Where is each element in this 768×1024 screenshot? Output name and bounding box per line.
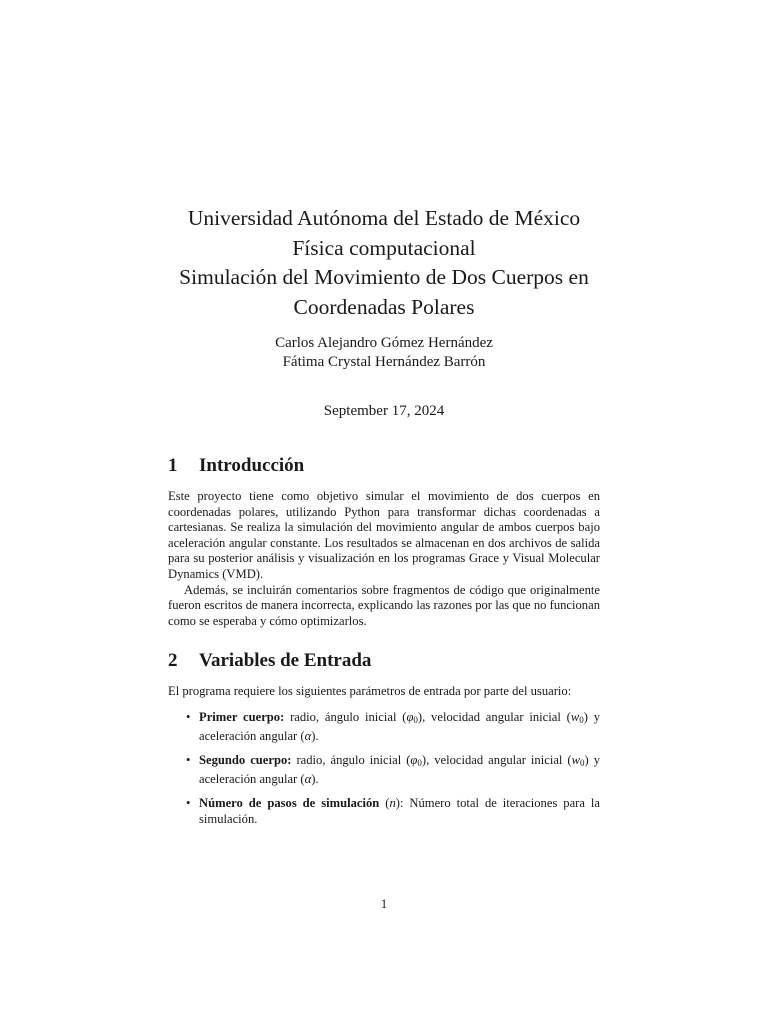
bullet-icon: • bbox=[186, 796, 191, 811]
item-label: Primer cuerpo: bbox=[199, 710, 285, 724]
math-symbol: w bbox=[571, 753, 581, 768]
item-text: ). bbox=[311, 771, 319, 786]
section-title: Introducción bbox=[199, 455, 305, 476]
paper-title bbox=[120, 204, 648, 322]
paper-date: September 17, 2024 bbox=[323, 403, 445, 419]
author-name: Fátima Crystal Hernández Barrón bbox=[282, 354, 486, 370]
bullet-icon: • bbox=[186, 710, 191, 724]
item-text: ) y aceleración angular ( bbox=[199, 753, 601, 786]
item-text: ), velocidad angular inicial ( bbox=[417, 710, 571, 724]
title-line-course: Física computacional bbox=[292, 235, 476, 260]
item-label: Número de pasos de simulación bbox=[199, 796, 380, 811]
author-name: Carlos Alejandro Gómez Hernández bbox=[275, 335, 493, 351]
title-line-topic: Simulación del Movimiento de Dos Cuerpos en bbox=[179, 265, 589, 289]
page-number: 1 bbox=[380, 897, 388, 911]
math-subscript: 0 bbox=[580, 758, 585, 769]
math-subscript: 0 bbox=[579, 715, 584, 725]
item-text: radio, ángulo inicial ( bbox=[291, 753, 411, 768]
math-subscript: 0 bbox=[413, 715, 418, 725]
item-text: ), velocidad angular inicial ( bbox=[421, 753, 572, 768]
title-line-university: Universidad Autónoma del Estado de México bbox=[187, 206, 581, 230]
section-intro-variables bbox=[168, 684, 600, 700]
math-symbol: α bbox=[304, 728, 312, 743]
math-symbol: φ bbox=[406, 710, 414, 724]
math-symbol: w bbox=[570, 710, 580, 724]
item-text: ( bbox=[379, 796, 390, 811]
section-title: Variables de Entrada bbox=[199, 650, 372, 671]
math-symbol: φ bbox=[410, 753, 418, 768]
section-number: 1 bbox=[168, 455, 178, 476]
math-symbol: n bbox=[389, 796, 396, 811]
math-subscript: 0 bbox=[417, 758, 422, 769]
paragraph: Además, se incluirán comentarios sobre fragmentos de código que originalmente fueron escritos de manera incorrecta, explicando las razones por las que no funcionan como se esperaba y cómo optimizarlos. bbox=[168, 582, 600, 628]
paragraph: El programa requiere los siguientes parámetros de entrada por parte del usuario: bbox=[168, 684, 572, 698]
item-text: ). bbox=[311, 728, 319, 743]
item-text: ): Número total de iteraciones para la simulación. bbox=[199, 796, 600, 826]
input-parameter-list bbox=[168, 710, 600, 837]
author-list bbox=[120, 334, 648, 372]
section-number: 2 bbox=[168, 650, 178, 671]
section-heading-variables bbox=[168, 649, 371, 673]
item-text: radio, ángulo inicial ( bbox=[284, 710, 407, 724]
title-line-topic-cont: Coordenadas Polares bbox=[293, 294, 475, 319]
bullet-icon: • bbox=[186, 753, 191, 768]
section-heading-introduccion bbox=[168, 454, 304, 478]
paragraph: Este proyecto tiene como objetivo simular el movimiento de dos cuerpos en coordenadas polares, utilizando Python para transformar dichas coordenadas a cartesianas. Se realiza la simulación del movimiento angular de ambos cuerpos bajo aceleración angular constante. Los resultados se almacenan en dos archivos de salida para su posterior análisis y visualización en los programas Grace y Visual Molecular Dynamics (VMD). bbox=[168, 489, 600, 581]
math-symbol: α bbox=[304, 771, 312, 786]
list-item bbox=[168, 796, 600, 827]
section-body-introduccion bbox=[168, 489, 600, 629]
item-label: Segundo cuerpo: bbox=[199, 753, 292, 768]
list-item bbox=[168, 753, 600, 787]
list-item bbox=[168, 710, 600, 744]
item-text: ) y aceleración angular ( bbox=[199, 710, 601, 743]
